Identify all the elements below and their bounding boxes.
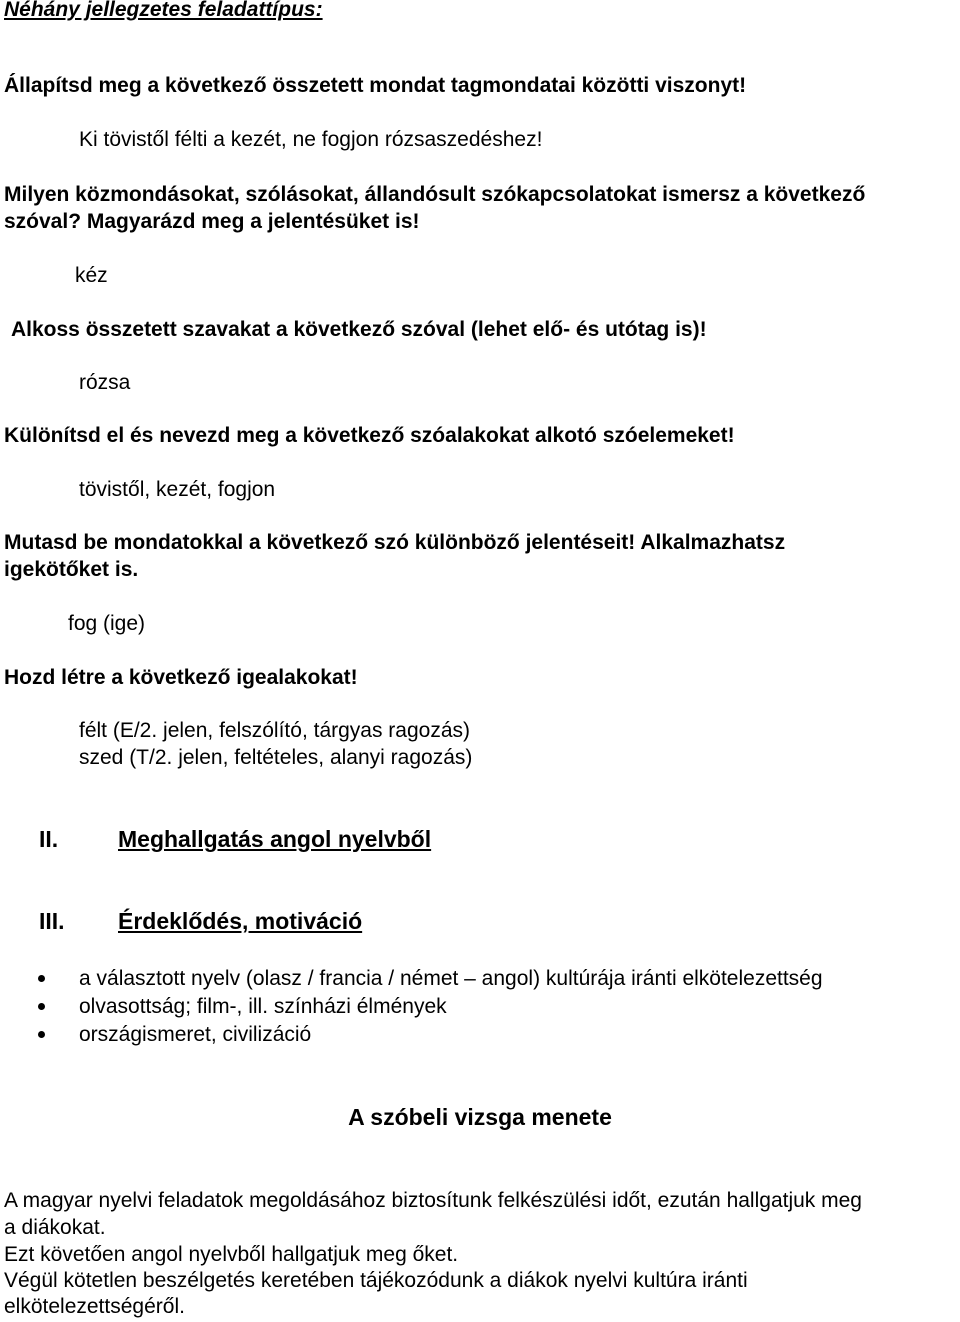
task6-example2: szed (T/2. jelen, feltételes, alanyi ragozás) — [79, 746, 473, 769]
paragraph-2: Ezt követően angol nyelvből hallgatjuk meg őket. — [4, 1243, 459, 1266]
section3-title: Érdeklődés, motiváció — [118, 908, 363, 934]
bullet-icon — [38, 975, 45, 982]
task4-example: tövistől, kezét, fogjon — [79, 478, 276, 501]
task6-example1: félt (E/2. jelen, felszólító, tárgyas ragozás) — [79, 719, 471, 742]
task5-instruction-line1: Mutasd be mondatokkal a következő szó különböző jelentéseit! Alkalmazhatsz — [4, 531, 786, 554]
task2-example: kéz — [75, 264, 108, 287]
paragraph-1-line1: A magyar nyelvi feladatok megoldásához biztosítunk felkészülési időt, ezután hallgatjuk meg — [4, 1189, 862, 1212]
task2-instruction-line2: szóval? Magyarázd meg a jelentésüket is! — [4, 210, 420, 233]
bullet-item: a választott nyelv (olasz / francia / német – angol) kultúrája iránti elkötelezettség — [79, 967, 823, 990]
paragraph-3-line2: elkötelezettségéről. — [4, 1295, 185, 1318]
exam-heading: A szóbeli vizsga menete — [348, 1104, 612, 1130]
intro-heading: Néhány jellegzetes feladattípus: — [4, 0, 323, 21]
task6-instruction: Hozd létre a következő igealakokat! — [4, 666, 358, 689]
paragraph-1-line2: a diákokat. — [4, 1216, 106, 1239]
section2-title: Meghallgatás angol nyelvből — [118, 826, 432, 852]
bullet-icon — [38, 1031, 45, 1038]
bullet-icon — [38, 1003, 45, 1010]
bullet-item: országismeret, civilizáció — [79, 1023, 312, 1046]
task3-example: rózsa — [79, 371, 131, 394]
task4-instruction: Különítsd el és nevezd meg a következő szóalakokat alkotó szóelemeket! — [4, 424, 735, 447]
task5-example: fog (ige) — [68, 612, 146, 635]
task5-instruction-line2: igekötőket is. — [4, 558, 139, 581]
task1-example: Ki tövistől félti a kezét, ne fogjon rózsaszedéshez! — [79, 128, 543, 151]
task3-instruction: Alkoss összetett szavakat a következő szóval (lehet elő- és utótag is)! — [11, 318, 707, 341]
paragraph-3-line1: Végül kötetlen beszélgetés keretében tájékozódunk a diákok nyelvi kultúra iránti — [4, 1269, 748, 1292]
task1-instruction: Állapítsd meg a következő összetett mondat tagmondatai közötti viszonyt! — [4, 74, 747, 97]
section3-number: III. — [39, 908, 65, 934]
bullet-item: olvasottság; film-, ill. színházi élmények — [79, 995, 447, 1018]
section2-number: II. — [39, 826, 59, 852]
task2-instruction-line1: Milyen közmondásokat, szólásokat, állandósult szókapcsolatokat ismersz a következő — [4, 183, 866, 206]
